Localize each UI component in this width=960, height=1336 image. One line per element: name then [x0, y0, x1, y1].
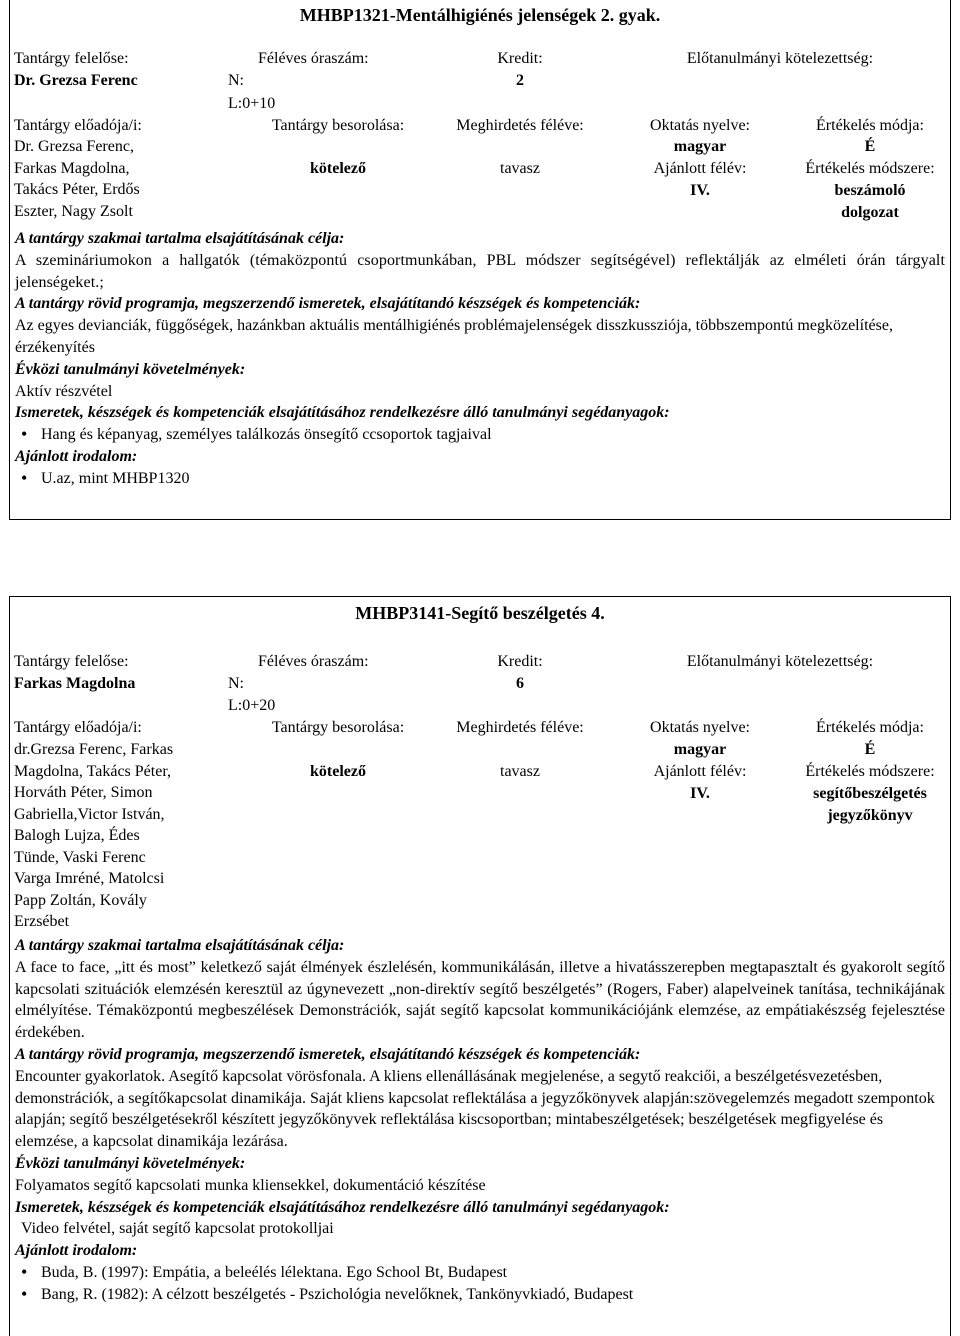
- list-item: • Hang és képanyag, személyes találkozás önsegítő ccsoportok tagjaival: [15, 424, 945, 446]
- hours-n: N:: [228, 72, 244, 89]
- materials-heading: Ismeretek, készségek és kompetenciák elsajátításához rendelkezésre álló tanulmányi segédanyagok:: [15, 1198, 670, 1216]
- requirements-heading: Évközi tanulmányi követelmények:: [15, 1154, 246, 1172]
- credit-value: 2: [516, 72, 524, 89]
- list-item: • Bang, R. (1982): A célzott beszélgetés - Pszichológia nevelőknek, Tankönyvkiadó, Budapest: [15, 1284, 945, 1306]
- recommended-semester-value: IV.: [690, 182, 710, 199]
- literature-heading: Ajánlott irodalom:: [15, 1242, 138, 1260]
- type-value: kötelező: [310, 160, 366, 177]
- semester-label: Meghirdetés féléve:: [456, 719, 584, 736]
- credit-label: Kredit:: [497, 50, 543, 67]
- method-value: segítőbeszélgetés jegyzőkönyv: [813, 785, 927, 824]
- goal-text: A szemináriumokon a hallgatók (témaközpontú csoportmunkában, PBL módszer segítségével) reflektálják az elméleti órán tárgyalt jelenségeket.;: [15, 251, 945, 291]
- credit-label: Kredit:: [497, 653, 543, 670]
- recommended-semester-label: Ajánlott félév:: [653, 160, 747, 177]
- program-heading: A tantárgy rövid programja, megszerzendő ismeretek, elsajátítandó készségek és kompetenciák:: [15, 1045, 641, 1063]
- responsible-label: Tantárgy felelőse:: [14, 653, 129, 670]
- eval-label: Értékelés módja:: [816, 117, 924, 134]
- hours-label: Féléves óraszám:: [258, 653, 369, 670]
- method-label: Értékelés módszere:: [805, 763, 935, 780]
- literature-list: [15, 1262, 945, 1306]
- requirements-text: Folyamatos segítő kapcsolati munka kliensekkel, dokumentáció készítése: [15, 1176, 486, 1194]
- responsible-name: Dr. Grezsa Ferenc: [14, 72, 138, 89]
- prereq-label: Előtanulmányi kötelezettség:: [686, 653, 874, 670]
- program-text: Encounter gyakorlatok. Asegítő kapcsolat vörösfonala. A kliens ellenállásának megjelenése, a segytő reakciői, a beszélgetésvezetésben, demonstrációk, a segítőkapcsolat dinamikája. Saját kliens kapcsolat reflektálása a jegyzőkönyvek alapján:szövegelemzés megadott szempontok alapján; segítő beszélgetésekről készített jegyzőkönyvek reflektálása kiscsoportban; mintabeszélgetések; beszélgetések megfigyelése és elemzése, a kapcsolat dinamikája lezárása.: [15, 1067, 935, 1151]
- list-item: • Buda, B. (1997): Empátia, a beleélés lélektana. Ego School Bt, Budapest: [15, 1262, 945, 1284]
- type-label: Tantárgy besorolása:: [271, 719, 405, 736]
- goal-heading: A tantárgy szakmai tartalma elsajátításának célja:: [15, 937, 345, 954]
- materials-heading: Ismeretek, készségek és kompetenciák elsajátításához rendelkezésre álló tanulmányi segédanyagok:: [15, 404, 670, 422]
- eval-label: Értékelés módja:: [816, 719, 924, 736]
- details-section: [15, 228, 945, 490]
- goal-heading: A tantárgy szakmai tartalma elsajátításának célja:: [15, 230, 345, 247]
- requirements-heading: Évközi tanulmányi követelmények:: [15, 360, 246, 378]
- literature-heading: Ajánlott irodalom:: [15, 447, 138, 465]
- eval-value: É: [864, 741, 876, 758]
- hours-label: Féléves óraszám:: [258, 50, 369, 67]
- literature-list: [15, 468, 945, 490]
- method-label: Értékelés módszere:: [805, 160, 935, 177]
- course-title: MHBP3141-Segítő beszélgetés 4.: [355, 603, 605, 623]
- type-label: Tantárgy besorolása:: [271, 117, 405, 134]
- responsible-label: Tantárgy felelőse:: [14, 50, 129, 67]
- language-value: magyar: [673, 138, 727, 155]
- course-block-2: [9, 596, 951, 1336]
- prereq-label: Előtanulmányi kötelezettség:: [686, 50, 874, 67]
- lecturers-label: Tantárgy előadója/i:: [14, 117, 142, 134]
- materials-text: Video felvétel, saját segítő kapcsolat protokolljai: [21, 1220, 334, 1238]
- list-item: • U.az, mint MHBP1320: [15, 468, 945, 490]
- materials-list: [15, 424, 945, 446]
- lecturers-list: Dr. Grezsa Ferenc, Farkas Magdolna, Takács Péter, Erdős Eszter, Nagy Zsolt: [14, 138, 140, 220]
- goal-text: A face to face, „itt és most” keletkező saját élmények észlelésén, kommunikálásán, illetve a hivatásszerepben megtapasztalt és gyakorolt segítő kapcsolati szituációk elemzésén keresztül az úgynevezett „non-direktív segítő beszélgetés” (Rogers, Faber) alapelveinek tanítása, technikájának elmélyítése. Témaközpontú megbeszélések Demonstrációk, saját segítő kapcsolat kommunikációjánk elemzése, az empátiakészség fejelesztése érdekében.: [15, 958, 945, 1042]
- program-heading: A tantárgy rövid programja, megszerzendő ismeretek, elsajátítandó készségek és kompetenciák:: [15, 295, 641, 313]
- semester-label: Meghirdetés féléve:: [456, 117, 584, 134]
- course-title: MHBP1321-Mentálhigiénés jelenségek 2. gyak.: [299, 5, 661, 25]
- credit-value: 6: [516, 675, 524, 692]
- recommended-semester-value: IV.: [690, 785, 710, 802]
- program-text: Az egyes devianciák, függőségek, hazánkban aktuális mentálhigiénés problémajelenségek disszkussziója, többszempontú megközelítése, érzékenyítés: [15, 317, 893, 356]
- requirements-text: Aktív részvétel: [15, 382, 113, 400]
- hours-l: L:0+20: [228, 697, 276, 714]
- course-block-1: [9, 0, 951, 520]
- language-label: Oktatás nyelve:: [650, 117, 750, 134]
- details-section: [15, 935, 945, 1306]
- recommended-semester-label: Ajánlott félév:: [653, 763, 747, 780]
- semester-value: tavasz: [500, 160, 540, 177]
- hours-n: N:: [228, 675, 244, 692]
- type-value: kötelező: [310, 763, 366, 780]
- method-value: beszámoló dolgozat: [834, 182, 906, 221]
- language-value: magyar: [673, 741, 727, 758]
- language-label: Oktatás nyelve:: [650, 719, 750, 736]
- lecturers-list: dr.Grezsa Ferenc, Farkas Magdolna, Takács Péter, Horváth Péter, Simon Gabriella,Victor István, Balogh Lujza, Édes Tünde, Vaski Ferenc Varga Imréné, Matolcsi Papp Zoltán, Kovály Erzsébet: [14, 741, 174, 930]
- eval-value: É: [864, 138, 876, 155]
- semester-value: tavasz: [500, 763, 540, 780]
- lecturers-label: Tantárgy előadója/i:: [14, 719, 142, 736]
- hours-l: L:0+10: [228, 95, 276, 112]
- responsible-name: Farkas Magdolna: [14, 675, 136, 692]
